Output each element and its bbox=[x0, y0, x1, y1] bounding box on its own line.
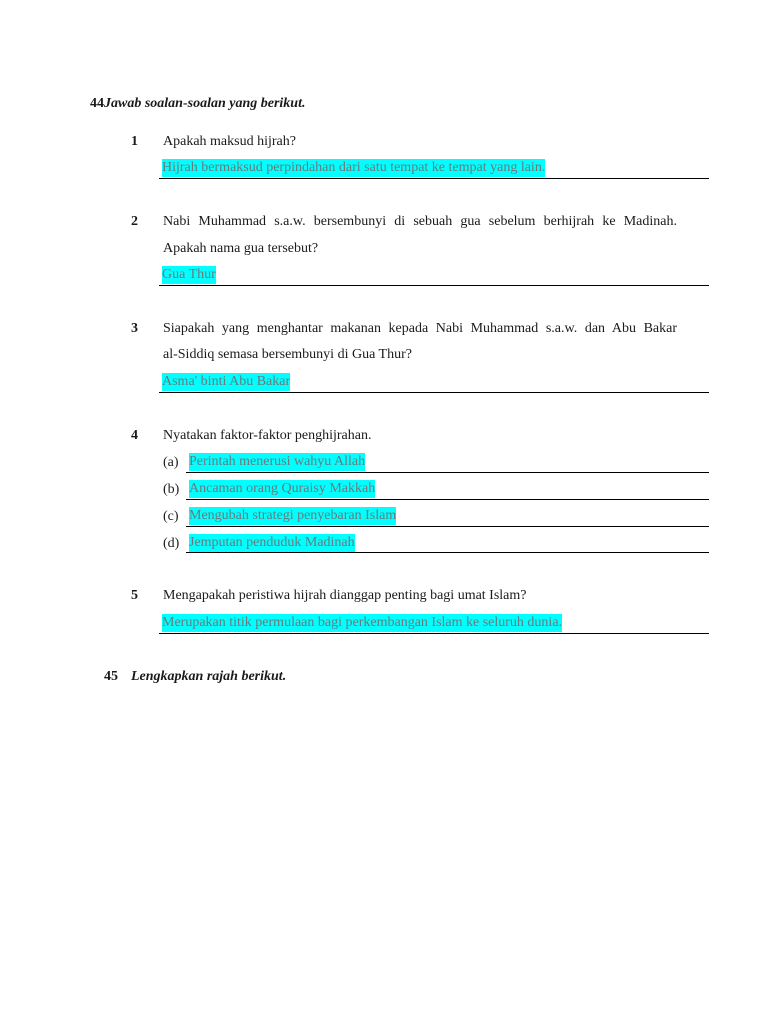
question-4d-answer-line bbox=[186, 552, 709, 553]
question-2-text-line1: Nabi Muhammad s.a.w. bersembunyi di sebuah gua sebelum berhijrah ke Madinah. bbox=[163, 214, 677, 229]
question-4c-label: (c) bbox=[163, 509, 179, 524]
question-2-answer-line bbox=[159, 285, 709, 286]
question-4b-answer-line bbox=[186, 499, 709, 500]
section-44-heading bbox=[90, 95, 305, 113]
question-4-number: 4 bbox=[131, 428, 138, 443]
question-3-answer-line bbox=[159, 392, 709, 393]
question-2-number: 2 bbox=[131, 214, 138, 229]
question-4b-answer: Ancaman orang Quraisy Makkah bbox=[189, 481, 376, 496]
question-3-text-line1: Siapakah yang menghantar makanan kepada Nabi Muhammad s.a.w. dan Abu Bakar bbox=[163, 321, 677, 336]
question-5-answer: Merupakan titik permulaan bagi perkembangan Islam ke seluruh dunia. bbox=[162, 615, 563, 630]
section-45-instruction-text: Lengkapkan rajah berikut. bbox=[131, 669, 287, 684]
question-3-number: 3 bbox=[131, 321, 138, 336]
section-44-number: 44 bbox=[90, 96, 104, 111]
question-5-text: Mengapakah peristiwa hijrah dianggap penting bagi umat Islam? bbox=[163, 588, 527, 603]
question-1-answer-line bbox=[159, 178, 709, 179]
section-44-instruction: Jawab soalan-soalan yang berikut. bbox=[104, 96, 306, 111]
question-1-answer: Hijrah bermaksud perpindahan dari satu tempat ke tempat yang lain. bbox=[162, 160, 546, 175]
question-4-text: Nyatakan faktor-faktor penghijrahan. bbox=[163, 428, 372, 443]
question-3-answer: Asma' binti Abu Bakar bbox=[162, 374, 291, 389]
question-4a-label: (a) bbox=[163, 455, 179, 470]
question-2-answer: Gua Thur bbox=[162, 267, 216, 282]
section-45-number: 45 bbox=[104, 669, 118, 684]
question-4d-label: (d) bbox=[163, 536, 180, 551]
section-45-instruction bbox=[131, 668, 286, 686]
question-4d-answer: Jemputan penduduk Madinah bbox=[189, 535, 355, 550]
question-4a-answer-line bbox=[186, 472, 709, 473]
question-4c-answer: Mengubah strategi penyebaran Islam bbox=[189, 508, 397, 523]
question-4a-answer: Perintah menerusi wahyu Allah bbox=[189, 454, 366, 469]
question-5-answer-line bbox=[159, 633, 709, 634]
question-3-text-line2: al-Siddiq semasa bersembunyi di Gua Thur? bbox=[163, 347, 412, 362]
question-4c-answer-line bbox=[186, 526, 709, 527]
question-1-text: Apakah maksud hijrah? bbox=[163, 134, 296, 149]
question-5-number: 5 bbox=[131, 588, 138, 603]
question-2-text-line2: Apakah nama gua tersebut? bbox=[163, 241, 319, 256]
question-1-number: 1 bbox=[131, 134, 138, 149]
question-4b-label: (b) bbox=[163, 482, 180, 497]
